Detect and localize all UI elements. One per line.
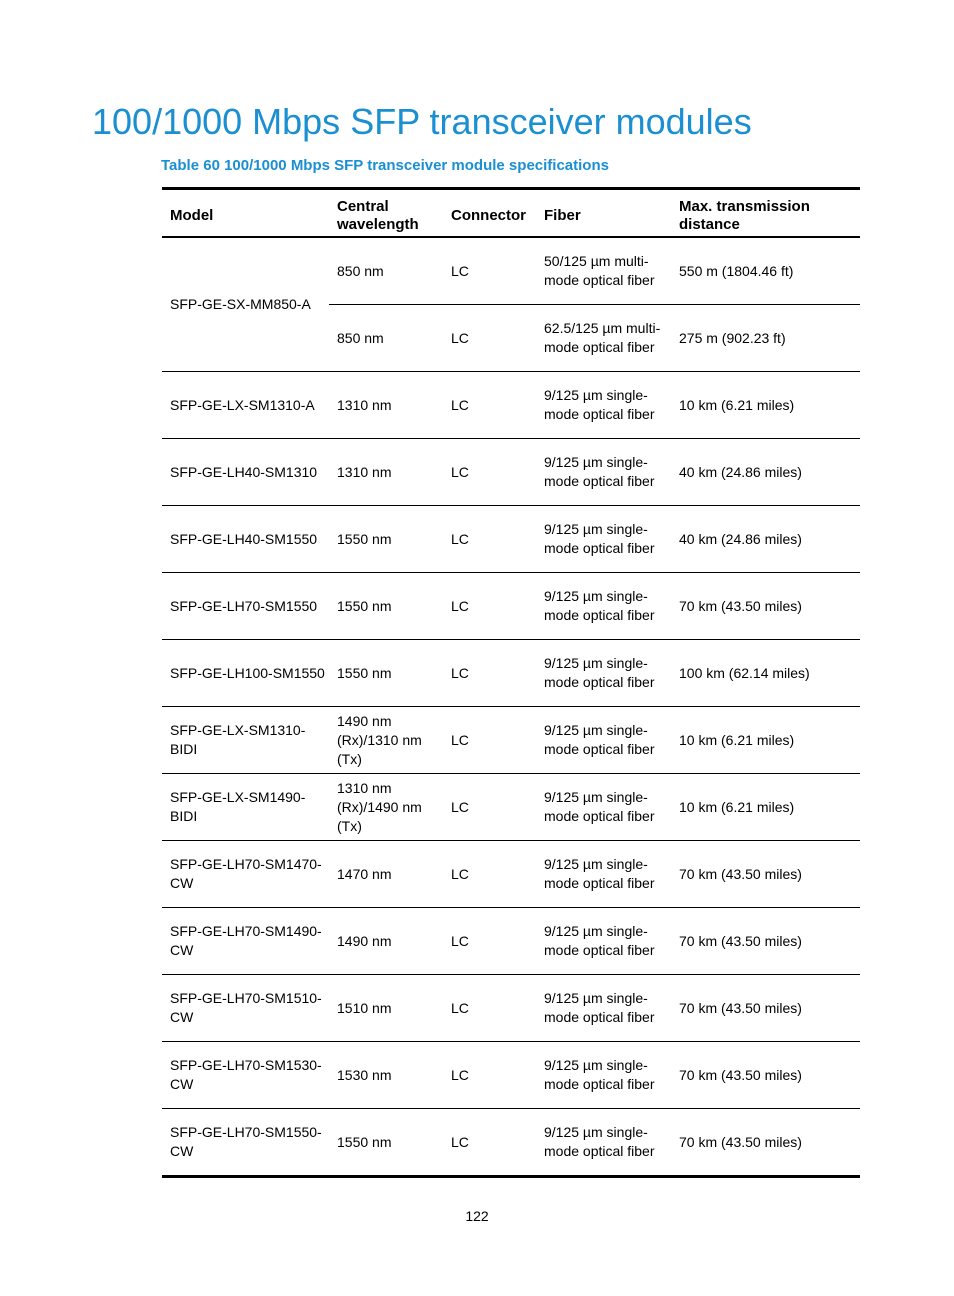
cell-distance: 100 km (62.14 miles)	[671, 640, 860, 707]
cell-model: SFP-GE-LH100-SM1550	[162, 640, 329, 707]
cell-distance: 70 km (43.50 miles)	[671, 841, 860, 908]
cell-model: SFP-GE-LH40-SM1550	[162, 506, 329, 573]
cell-distance: 10 km (6.21 miles)	[671, 372, 860, 439]
cell-wavelength: 1490 nm	[329, 908, 443, 975]
table-row	[162, 774, 860, 841]
cell-wavelength: 1510 nm	[329, 975, 443, 1042]
cell-connector: LC	[443, 237, 536, 305]
cell-model: SFP-GE-SX-MM850-A	[162, 237, 329, 372]
page-number: 122	[465, 1208, 489, 1224]
cell-distance: 40 km (24.86 miles)	[671, 439, 860, 506]
cell-distance: 70 km (43.50 miles)	[671, 1042, 860, 1109]
cell-fiber: 50/125 µm multi-mode optical fiber	[536, 237, 671, 305]
cell-distance: 275 m (902.23 ft)	[671, 305, 860, 372]
cell-connector: LC	[443, 506, 536, 573]
cell-connector: LC	[443, 1042, 536, 1109]
cell-model: SFP-GE-LH70-SM1490-CW	[162, 908, 329, 975]
cell-fiber: 62.5/125 µm multi-mode optical fiber	[536, 305, 671, 372]
header-distance: Max. transmission distance	[671, 189, 860, 238]
cell-wavelength: 1310 nm (Rx)/1490 nm (Tx)	[329, 774, 443, 841]
cell-wavelength: 1550 nm	[329, 1109, 443, 1177]
cell-connector: LC	[443, 573, 536, 640]
cell-connector: LC	[443, 774, 536, 841]
cell-distance: 10 km (6.21 miles)	[671, 707, 860, 774]
table-row	[162, 1109, 860, 1177]
cell-wavelength: 1490 nm (Rx)/1310 nm (Tx)	[329, 707, 443, 774]
cell-connector: LC	[443, 1109, 536, 1177]
cell-fiber: 9/125 µm single-mode optical fiber	[536, 975, 671, 1042]
cell-distance: 70 km (43.50 miles)	[671, 908, 860, 975]
table-row	[162, 1042, 860, 1109]
cell-model: SFP-GE-LH70-SM1550-CW	[162, 1109, 329, 1177]
cell-connector: LC	[443, 707, 536, 774]
table-row	[162, 908, 860, 975]
cell-fiber: 9/125 µm single-mode optical fiber	[536, 1109, 671, 1177]
table-row	[162, 975, 860, 1042]
cell-fiber: 9/125 µm single-mode optical fiber	[536, 1042, 671, 1109]
cell-model: SFP-GE-LH70-SM1550	[162, 573, 329, 640]
cell-connector: LC	[443, 640, 536, 707]
cell-model: SFP-GE-LH70-SM1470-CW	[162, 841, 329, 908]
cell-wavelength: 850 nm	[329, 237, 443, 305]
cell-model: SFP-GE-LH70-SM1530-CW	[162, 1042, 329, 1109]
cell-distance: 70 km (43.50 miles)	[671, 573, 860, 640]
cell-connector: LC	[443, 439, 536, 506]
cell-wavelength: 1310 nm	[329, 439, 443, 506]
cell-wavelength: 1310 nm	[329, 372, 443, 439]
cell-distance: 10 km (6.21 miles)	[671, 774, 860, 841]
table-row	[162, 506, 860, 573]
cell-fiber: 9/125 µm single-mode optical fiber	[536, 372, 671, 439]
cell-fiber: 9/125 µm single-mode optical fiber	[536, 707, 671, 774]
cell-distance: 40 km (24.86 miles)	[671, 506, 860, 573]
cell-model: SFP-GE-LH70-SM1510-CW	[162, 975, 329, 1042]
cell-connector: LC	[443, 908, 536, 975]
cell-connector: LC	[443, 975, 536, 1042]
cell-wavelength: 850 nm	[329, 305, 443, 372]
cell-distance: 70 km (43.50 miles)	[671, 1109, 860, 1177]
cell-fiber: 9/125 µm single-mode optical fiber	[536, 640, 671, 707]
cell-distance: 550 m (1804.46 ft)	[671, 237, 860, 305]
table-caption: Table 60 100/1000 Mbps SFP transceiver module specifications	[161, 157, 609, 174]
table-row	[162, 237, 860, 305]
cell-wavelength: 1470 nm	[329, 841, 443, 908]
cell-fiber: 9/125 µm single-mode optical fiber	[536, 841, 671, 908]
table-header-row	[162, 189, 860, 238]
header-wavelength: Central wavelength	[329, 189, 443, 238]
cell-model: SFP-GE-LX-SM1490-BIDI	[162, 774, 329, 841]
cell-wavelength: 1530 nm	[329, 1042, 443, 1109]
cell-wavelength: 1550 nm	[329, 573, 443, 640]
spec-table	[162, 187, 860, 1178]
cell-connector: LC	[443, 305, 536, 372]
cell-wavelength: 1550 nm	[329, 506, 443, 573]
cell-fiber: 9/125 µm single-mode optical fiber	[536, 774, 671, 841]
cell-model: SFP-GE-LH40-SM1310	[162, 439, 329, 506]
cell-model: SFP-GE-LX-SM1310-A	[162, 372, 329, 439]
cell-fiber: 9/125 µm single-mode optical fiber	[536, 506, 671, 573]
cell-wavelength: 1550 nm	[329, 640, 443, 707]
table-row	[162, 439, 860, 506]
table-row	[162, 372, 860, 439]
table-row	[162, 640, 860, 707]
header-model: Model	[162, 189, 329, 238]
table-row	[162, 841, 860, 908]
header-fiber: Fiber	[536, 189, 671, 238]
cell-fiber: 9/125 µm single-mode optical fiber	[536, 439, 671, 506]
cell-fiber: 9/125 µm single-mode optical fiber	[536, 908, 671, 975]
header-connector: Connector	[443, 189, 536, 238]
table-row	[162, 707, 860, 774]
cell-connector: LC	[443, 372, 536, 439]
cell-fiber: 9/125 µm single-mode optical fiber	[536, 573, 671, 640]
cell-distance: 70 km (43.50 miles)	[671, 975, 860, 1042]
cell-connector: LC	[443, 841, 536, 908]
page-title: 100/1000 Mbps SFP transceiver modules	[92, 101, 752, 142]
table-row	[162, 573, 860, 640]
cell-model: SFP-GE-LX-SM1310-BIDI	[162, 707, 329, 774]
